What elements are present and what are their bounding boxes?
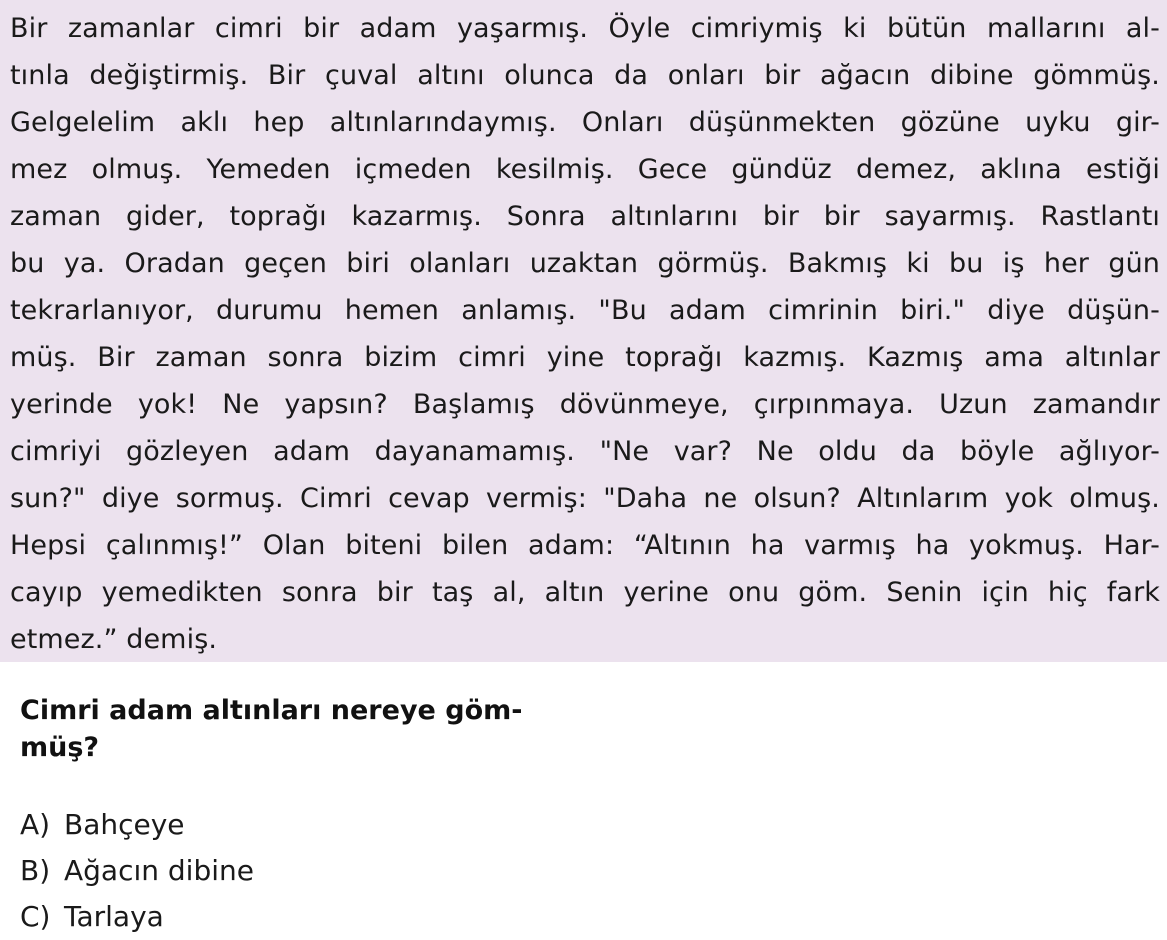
option-a[interactable]	[20, 802, 254, 848]
passage-line: Hepsi çalınmış!” Olan biteni bilen adam: “Altının ha varmış ha yokmuş. Har-	[10, 530, 1160, 561]
passage-line: Gelgelelim aklı hep altınlarındaymış. Onları düşünmekten gözüne uyku gir-	[10, 107, 1160, 138]
passage-line: tekrarlanıyor, durumu hemen anlamış. "Bu adam cimrinin biri." diye düşün-	[10, 295, 1160, 326]
passage-line: mez olmuş. Yemeden içmeden kesilmiş. Gece gündüz demez, aklına estiği	[10, 154, 1160, 185]
passage-line: müş. Bir zaman sonra bizim cimri yine toprağı kazmış. Kazmış ama altınlar	[10, 342, 1160, 373]
question-line: Cimri adam altınları nereye göm-	[20, 695, 523, 726]
passage-line: yerinde yok! Ne yapsın? Başlamış dövünmeye, çırpınmaya. Uzun zamandır	[10, 389, 1160, 420]
answer-options	[20, 802, 254, 940]
passage-line: sun?" diye sormuş. Cimri cevap vermiş: "Daha ne olsun? Altınlarım yok olmuş.	[10, 483, 1160, 514]
passage-line: zaman gider, toprağı kazarmış. Sonra altınlarını bir bir sayarmış. Rastlantı	[10, 201, 1160, 232]
passage-line: tınla değiştirmiş. Bir çuval altını olunca da onları bir ağacın dibine gömmüş.	[10, 60, 1160, 91]
option-text: Bahçeye	[64, 808, 185, 841]
option-letter: C)	[20, 900, 51, 933]
option-letter: B)	[20, 854, 51, 887]
option-b[interactable]	[20, 848, 254, 894]
passage-line: bu ya. Oradan geçen biri olanları uzaktan görmüş. Bakmış ki bu iş her gün	[10, 248, 1160, 279]
option-text: Tarlaya	[64, 900, 164, 933]
question-line: müş?	[20, 732, 100, 763]
question-text	[20, 692, 522, 766]
option-letter: A)	[20, 808, 51, 841]
option-text: Ağacın dibine	[64, 854, 254, 887]
passage-line: cayıp yemedikten sonra bir taş al, altın yerine onu göm. Senin için hiç fark	[10, 577, 1160, 608]
passage-line: cimriyi gözleyen adam dayanamamış. "Ne var? Ne oldu da böyle ağlıyor-	[10, 436, 1160, 467]
option-c[interactable]	[20, 894, 254, 940]
passage-line: etmez.” demiş.	[10, 624, 218, 655]
passage-line: Bir zamanlar cimri bir adam yaşarmış. Öyle cimriymiş ki bütün mallarını al-	[10, 13, 1160, 44]
